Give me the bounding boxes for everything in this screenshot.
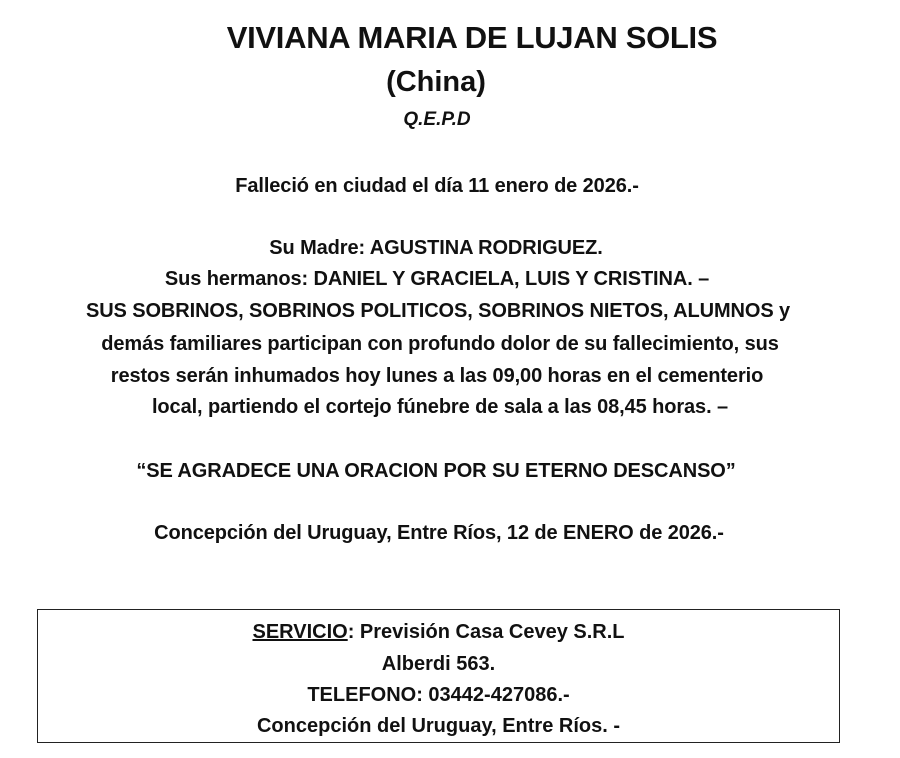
family-paragraph-line-3: restos serán inhumados hoy lunes a las 09,00 horas en el cementerio — [110, 365, 764, 387]
deceased-name: VIVIANA MARIA DE LUJAN SOLIS — [226, 20, 718, 55]
service-address: Alberdi 563. — [381, 653, 496, 675]
service-provider: Previsión Casa Cevey S.R.L — [354, 621, 625, 643]
service-separator: : — [347, 621, 355, 643]
family-paragraph-line-2: demás familiares participan con profundo dolor de su fallecimiento, sus — [101, 333, 779, 355]
service-label: SERVICIO — [252, 621, 348, 643]
place-and-date: Concepción del Uruguay, Entre Ríos, 12 de ENERO de 2026.- — [154, 522, 724, 544]
prayer-request: “SE AGRADECE UNA ORACION POR SU ETERNO DESCANSO” — [136, 460, 736, 482]
service-provider-line — [38, 622, 839, 642]
mother-line: Su Madre: AGUSTINA RODRIGUEZ. — [269, 237, 603, 259]
siblings-line: Sus hermanos: DANIEL Y GRACIELA, LUIS Y CRISTINA. – — [164, 268, 710, 290]
service-box — [37, 609, 840, 743]
deceased-nickname: (China) — [386, 66, 486, 98]
service-city: Concepción del Uruguay, Entre Ríos. - — [256, 715, 620, 737]
family-paragraph-line-1: SUS SOBRINOS, SOBRINOS POLITICOS, SOBRINOS NIETOS, ALUMNOS y — [85, 300, 791, 322]
service-phone: TELEFONO: 03442-427086.- — [307, 684, 570, 706]
qepd-label: Q.E.P.D — [403, 109, 471, 130]
death-notice: Falleció en ciudad el día 11 enero de 2026.- — [235, 175, 639, 197]
family-paragraph-line-4: local, partiendo el cortejo fúnebre de sala a las 08,45 horas. – — [151, 396, 729, 418]
